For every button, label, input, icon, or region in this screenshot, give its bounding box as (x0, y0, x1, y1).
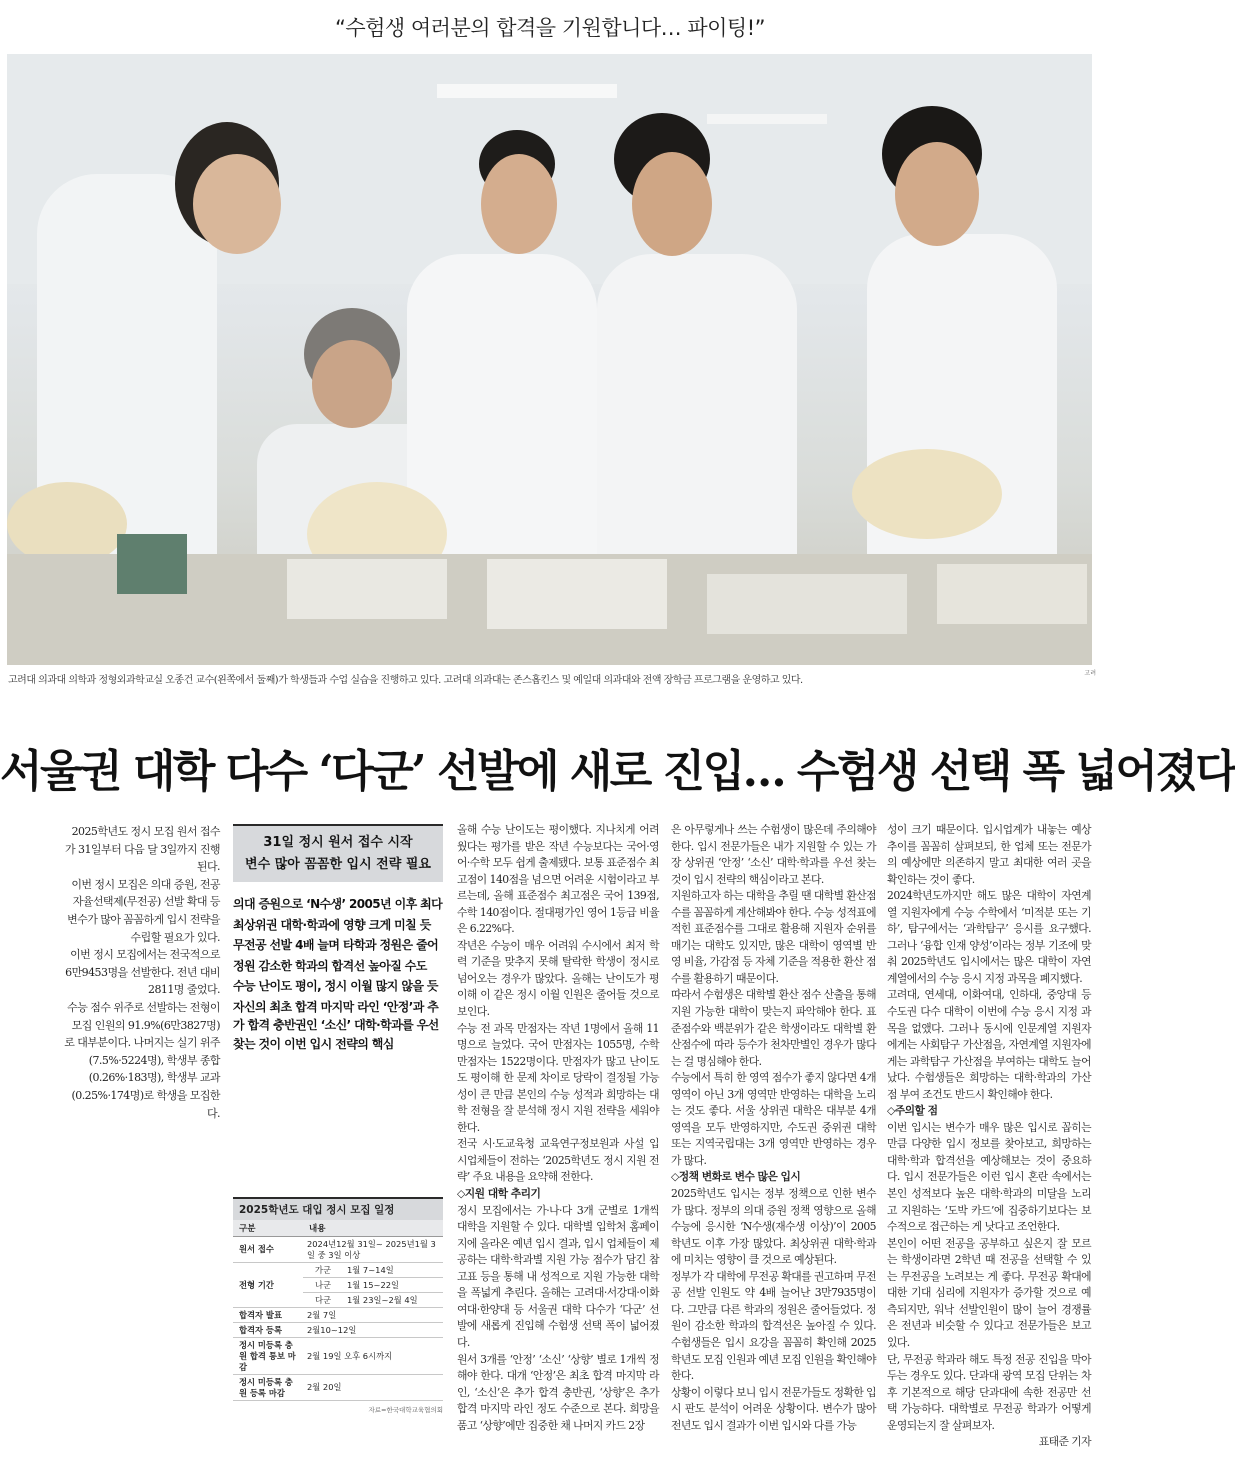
lead-paragraph: 이번 정시 모집은 의대 증원, 전공자율선택제(무전공) 선발 확대 등 변수가 많아 꼼꼼하게 입시 전략을 수립할 필요가 있다. (67, 877, 220, 944)
body-paragraph: 수능 전 과목 만점자는 작년 1명에서 올해 11명으로 늘었다. 국어 만점자는 1055명, 수학 만점자는 1522명이다. 만점자가 많고 난이도도 평이해 한 문제 차이로 당락이 결정될 가능성이 큰 만큼 본인의 수능 성적과 희망하는 대학 전형을 잘 분석해 정시 지원 전략을 세워야 한다. (457, 1021, 659, 1134)
section-subhead: ◇정책 변화로 변수 많은 입시 (671, 1170, 801, 1184)
body-paragraph: 성이 크기 때문이다. 입시업계가 내놓는 예상 추이를 꼼꼼히 살펴보되, 한 업체 또는 전문가의 예상에만 의존하지 말고 최대한 여러 곳을 확인하는 것이 좋다. (887, 823, 1091, 886)
body-paragraph: 고려대, 연세대, 이화여대, 인하대, 중앙대 등 수도권 다수 대학이 이번에 수능 응시 지정 과목을 없앴다. 그러나 동시에 인문계열 지원자에게는 사회탐구 가산점을, 자연계열 지원자에게는 과학탐구 가산점을 부여하는 대학도 늘어났다. 수험생들은 희망하는 대학·학과의 가산점 부여 조건도 반드시 확인해야 한다. (887, 988, 1091, 1101)
schedule-value: 2024년12월 31일~ 2025년1월 3일 중 3일 이상 (303, 1237, 443, 1263)
body-paragraph: 은 아무렇게나 쓰는 수험생이 많은데 주의해야 한다. 입시 전문가들은 내가 지원할 수 있는 가장 상위권 ‘안정’ ‘소신’ 대학·학과를 우선 찾는 것이 입시 전략의 핵심이라고 본다. (671, 823, 876, 886)
schedule-value: 2월 20일 (303, 1375, 443, 1401)
body-paragraph: 정시 모집에서는 가·나·다 3개 군별로 1개씩 대학을 지원할 수 있다. 대학별 입학처 홈페이지에 올라온 예년 입시 결과, 입시 업체들이 제공하는 대학·학과별 지원 가능 점수가 담긴 참고표 등을 통해 내 성적으로 지원 가능한 대학을 폭넓게 추린다. 올해는 고려대·서강대·이화여대·한양대 등 서울권 대학 다수가 ‘다군’ 선발에 새롭게 진입해 수험생 선택 폭이 넓어졌다. (457, 1203, 659, 1349)
schedule-value: 1월 23일~2월 4일 (343, 1293, 443, 1308)
table-row (233, 1323, 443, 1338)
body-column-4 (887, 822, 1091, 1451)
schedule-value: 1월 7~14일 (343, 1263, 443, 1278)
deck-line: 최상위권 대학·학과에 영향 크게 미칠 듯 (233, 917, 431, 932)
schedule-table (233, 1197, 443, 1414)
body-paragraph: 단, 무전공 학과라 해도 특정 전공 진입을 막아두는 경우도 있다. 단과대 광역 모집 단위는 차후 기본적으로 해당 단과대에 속한 전공만 선택 가능하다. 대학별로 무전공 학과가 어떻게 운영되는지 잘 살펴보자. (887, 1352, 1091, 1432)
schedule-source: 자료=한국대학교육협의회 (368, 1406, 443, 1414)
body-paragraph: 올해 수능 난이도는 평이했다. 지나치게 어려웠다는 평가를 받은 작년 수능보다는 국어·영어·수학 모두 쉽게 출제됐다. 보통 표준점수 최고점이 140점을 넘으면 어려운 시험이라고 부르는데, 올해 표준점수 최고점은 국어 139점, 수학 140점이다. 절대평가인 영어 1등급 비율은 6.22%다. (457, 823, 659, 936)
schedule-value: 2월10~12일 (303, 1323, 443, 1338)
body-paragraph: 본인이 어떤 전공을 공부하고 싶은지 잘 모르는 학생이라면 2학년 때 전공을 선택할 수 있는 무전공을 노려보는 게 좋다. 무전공 확대에 대한 기대 심리에 지원자가 증가할 것으로 예측되지만, 워낙 선발인원이 많이 늘어 경쟁률은 전년과 비슷할 수 있다고 전문가들은 보고 있다. (887, 1236, 1091, 1349)
deck-highlights (233, 895, 443, 1055)
byline: 표태준 기자 (1038, 1435, 1091, 1449)
photo-caption: 고려대 의과대 의학과 정형외과학교실 오종건 교수(왼쪽에서 둘째)가 학생들과 수업 실습을 진행하고 있다. 고려대 의과대는 존스홉킨스 및 예일대 의과대와 전액 장학금 프로그램을 운영하고 있다. (8, 675, 803, 686)
schedule-label: 전형 기간 (233, 1263, 303, 1308)
table-row (233, 1375, 443, 1401)
schedule-label: 정시 미등록 충원 합격 통보 마감 (233, 1338, 303, 1375)
summary-line: 변수 많아 꼼꼼한 입시 전략 필요 (245, 857, 431, 872)
schedule-label: 합격자 등록 (233, 1323, 303, 1338)
schedule-sublabel: 다군 (303, 1293, 343, 1308)
body-column-2 (457, 822, 659, 1434)
schedule-sublabel: 가군 (303, 1263, 343, 1278)
body-paragraph: 2024학년도까지만 해도 많은 대학이 자연계열 지원자에게 수능 수학에서 ‘미적분 또는 기하’, 탐구에서는 ‘과학탐구’ 응시를 요구했다. 그러나 ‘융합 인재 양성’이라는 정부 기조에 맞춰 2025학년도 입시에서는 많은 대학이 자연계열에서의 수능 응시 지정 과목을 폐지했다. (887, 889, 1091, 985)
body-paragraph: 2025학년도 입시는 정부 정책으로 인한 변수가 많다. 정부의 의대 증원 정책 영향으로 올해 수능에 응시한 ‘N수생(재수생 이상)’이 2005학년도 이후 가장 많았다. 최상위권 대학·학과에 미치는 영향이 클 것으로 예상된다. (671, 1187, 876, 1267)
body-paragraph: 정부가 각 대학에 무전공 확대를 권고하며 무전공 선발 인원도 약 4배 늘어난 3만7935명이다. 그만큼 다른 학과의 정원은 줄어들었다. 정원이 감소한 학과의 합격선은 높아질 수 있다. 수험생들은 입시 요강을 꼼꼼히 확인해 2025학년도 모집 인원과 예년 모집 인원을 확인해야 한다. (671, 1269, 877, 1383)
schedule-value: 2월 19일 오후 6시까지 (303, 1338, 443, 1375)
schedule-header: 내용 (303, 1220, 443, 1237)
schedule-label: 원서 접수 (233, 1237, 303, 1263)
table-row (233, 1263, 443, 1278)
body-paragraph: 전국 시·도교육청 교육연구정보원과 사설 입시업체들이 전하는 ‘2025학년도 정시 지원 전략’ 주요 내용을 요약해 전한다. (457, 1137, 659, 1184)
body-column-3 (671, 822, 876, 1434)
news-photo (7, 54, 1092, 665)
deck-line: 자신의 최초 합격 마지막 라인 ‘안정’과 추가 합격 충반권인 ‘소신’ 대학·학과를 우선 찾는 것이 이번 입시 전략의 핵심 (233, 999, 439, 1051)
headline: 서울권 대학 다수 ‘다군’ 선발에 새로 진입… 수험생 선택 폭 넓어졌다 (0, 746, 1235, 797)
table-row (233, 1308, 443, 1323)
lead-paragraph: 2025학년도 정시 모집 원서 접수가 31일부터 다음 달 3일까지 진행된다. (65, 825, 220, 874)
section-subhead: ◇지원 대학 추리기 (457, 1187, 541, 1201)
schedule-label: 정시 미등록 충원 등록 마감 (233, 1375, 303, 1401)
body-paragraph: 지원하고자 하는 대학을 추릴 땐 대학별 환산점수를 꼼꼼하게 계산해봐야 한다. 수능 성적표에 적힌 표준점수를 그대로 활용해 지원자 순위를 매기는 대학도 있지만, 많은 대학이 영역별 반영 비율, 가감점 등 자체 기준을 적용한 환산 점수를 활용하기 때문이다. (671, 889, 877, 985)
schedule-label: 합격자 발표 (233, 1308, 303, 1323)
photo-illustration (7, 54, 1092, 665)
body-paragraph: 원서 3개를 ‘안정’ ‘소신’ ‘상향’ 별로 1개씩 정해야 한다. 대개 ‘안정’은 최초 합격 마지막 라인, ‘소신’은 추가 합격 충반권, ‘상향’은 추가 합격 마지막 라인 정도 수준으로 본다. 희망을 품고 ‘상향’에만 집중한 채 나머지 카드 2장 (457, 1352, 659, 1432)
schedule-value: 1월 15~22일 (343, 1278, 443, 1293)
body-paragraph: 이번 입시는 변수가 매우 많은 입시로 꼽히는 만큼 다양한 입시 정보를 찾아보고, 희망하는 대학·학과 합격선을 예상해보는 것이 중요하다. 입시 전문가들은 이런 입시 혼란 속에서는 본인 성적보다 높은 대학·학과의 미달을 노리고 지원하는 ‘도박 카드’에 집중하기보다는 보수적으로 접근하는 게 낫다고 조언한다. (887, 1120, 1091, 1234)
schedule-header: 구분 (233, 1220, 303, 1237)
summary-line: 31일 정시 원서 접수 시작 (263, 835, 413, 850)
body-paragraph: 수능에서 특히 한 영역 점수가 좋지 않다면 4개 영역이 아닌 3개 영역만 반영하는 대학을 노리는 것도 좋다. 서울 상위권 대학은 대부분 4개 영역을 모두 반영하지만, 수도권 중위권 대학 또는 지역국립대는 3개 영역만 반영하는 경우가 많다. (671, 1071, 876, 1167)
body-paragraph: 작년은 수능이 매우 어려워 수시에서 최저 학력 기준을 맞추지 못해 탈락한 학생이 정시로 넘어오는 경우가 많았다. 올해는 난이도가 평이해 이 같은 정시 이월 인원은 줄어들 것으로 보인다. (457, 938, 659, 1019)
body-paragraph: 상황이 이렇다 보니 입시 전문가들도 정확한 입시 판도 분석이 어려운 상황이다. 변수가 많아 전년도 입시 결과가 이번 입시와 다를 가능 (671, 1385, 877, 1432)
deck-line: 의대 증원으로 ‘N수생’ 2005년 이후 최다 (233, 897, 443, 911)
schedule-title: 2025학년도 대입 정시 모집 일정 (233, 1197, 443, 1220)
schedule-value: 2월 7일 (303, 1308, 443, 1323)
deck-line: 수능 난이도 평이, 정시 이월 많지 않을 듯 (233, 979, 438, 993)
section-subhead: ◇주의할 점 (887, 1104, 938, 1118)
lead-paragraph: 수능 점수 위주로 선발하는 전형이 모집 인원의 91.9%(6만3827명)로 대부분이다. 나머지는 실기 위주(7.5%·5224명), 학생부 종합(0.26%·183명), 학생부 교과(0.25%·174명)로 학생을 모집한다. (64, 1000, 220, 1120)
lead-paragraph: 이번 정시 모집에서는 전국적으로 6만9453명을 선발한다. 전년 대비 2811명 줄었다. (65, 948, 220, 997)
deck-line: 무전공 선발 4배 늘며 타학과 정원은 줄어 (233, 938, 439, 952)
table-row (233, 1237, 443, 1263)
photo-credit: 고려 (1084, 670, 1096, 677)
deck-line: 정원 감소한 학과의 합격선 높아질 수도 (233, 958, 427, 973)
table-row (233, 1338, 443, 1375)
schedule-sublabel: 나군 (303, 1278, 343, 1293)
body-paragraph: 따라서 수험생은 대학별 환산 점수 산출을 통해 지원 가능한 대학이 맞는지 파악해야 한다. 표준점수와 백분위가 같은 학생이라도 대학별 환산점수에 따라 등수가 천차만별인 경우가 많다는 걸 명심해야 한다. (671, 988, 877, 1068)
summary-box (233, 824, 443, 882)
photo-quote: “수험생 여러분의 합격을 기원합니다… 파이팅!” (334, 16, 766, 40)
lead-column (63, 823, 220, 1122)
